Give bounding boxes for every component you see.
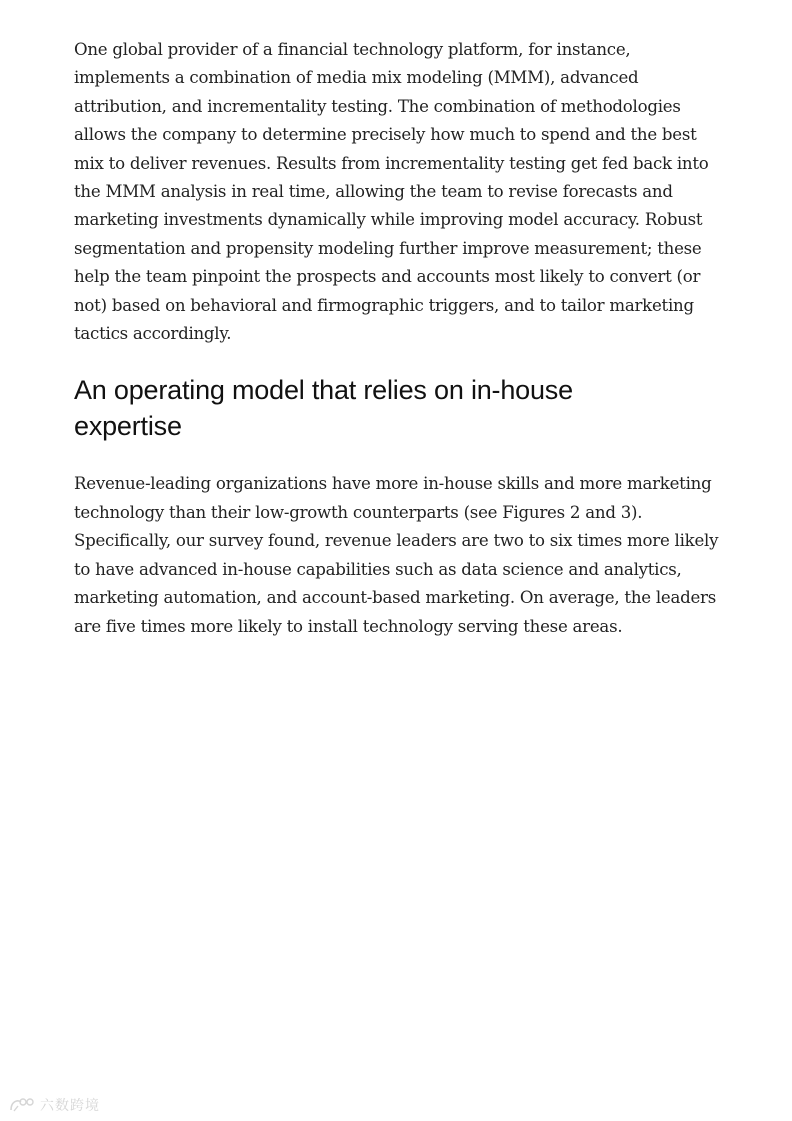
body-paragraph-1: One global provider of a financial technology platform, for instance, implements a combination of media mix modeling (MMM), advanced attribution, and incrementality testing. The combination of methodologies allows the company to determine precisely how much to spend and the best mix to deliver revenues. Results from incrementality testing get fed back into the MMM analysis in real time, allowing the team to revise forecasts and marketing investments dynamically while improving model accuracy. Robust segmentation and propensity modeling further improve measurement; these help the team pinpoint the prospects and accounts most likely to convert (or not) based on behavioral and firmographic triggers, and to tailor marketing tactics accordingly.	[74, 40, 709, 344]
watermark	[8, 1095, 100, 1115]
document-page	[74, 36, 724, 641]
logo-mark-icon	[8, 1096, 36, 1114]
body-paragraph-2: Revenue-leading organizations have more in-house skills and more marketing technology than their low-growth counterparts (see Figures 2 and 3). Specifically, our survey found, revenue leaders are two to six times more likely to have advanced in-house capabilities such as data science and analytics, marketing automation, and account-based marketing. On average, the leaders are five times more likely to install technology serving these areas.	[74, 474, 719, 636]
section-heading: An operating model that relies on in-house expertise	[74, 375, 573, 442]
watermark-text: 六数跨境	[40, 1098, 100, 1114]
